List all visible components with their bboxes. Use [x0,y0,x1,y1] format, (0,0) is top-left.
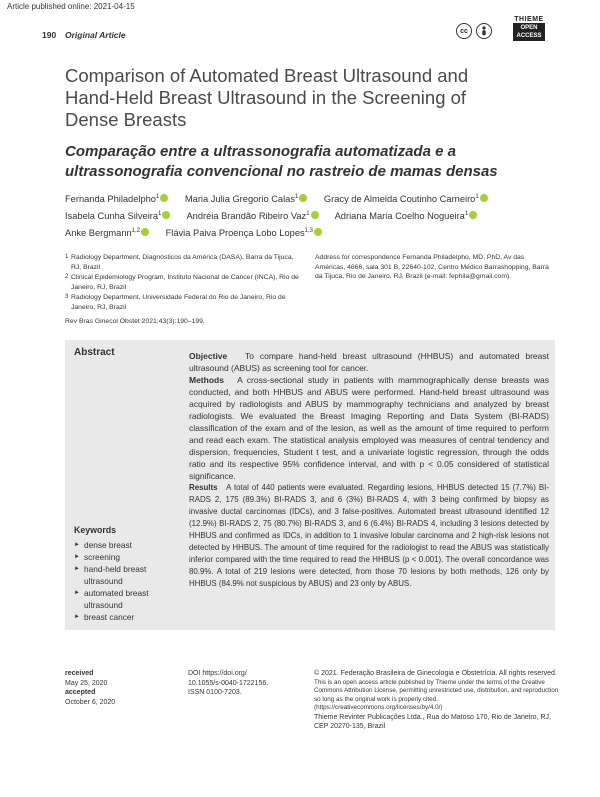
accepted-label: accepted [65,689,96,696]
correspondence-text: Fernanda Philadelpho, MD, PhD, Av das Américas, 4666, sala 301 B, 22640-102, Centro Médico Barrashopping, Barra da Tijuca, Rio de Janeiro, RJ, Brazil (e-mail: fephila@gmail.com). [315,254,549,280]
author: Flávia Paiva Proença Lobo Lopes$^{1,3}$ [166,228,322,238]
cc-icon: cc [456,23,472,39]
author: Gracy de Almeida Coutinho Carneiro$^1$ [324,194,488,204]
author: Adriana Maria Coelho Nogueira$^1$ [335,211,478,221]
copyright: © 2021. Federação Brasileira de Ginecologia e Obstetrícia. All rights reserved. [314,670,557,677]
keyword: ► dense breast [74,539,184,551]
orcid-icon[interactable] [141,228,149,236]
published-date: Article published online: 2021-04-15 [7,2,135,11]
author-row [65,207,545,224]
correspondence-label: Address for correspondence [315,254,401,261]
keyword: ► screening [74,551,184,563]
affiliation: $^2$ Clinical Epidemiology Program, Instituto Nacional de Cancer (INCA), Rio de Janeiro, RJ, Brazil [65,274,299,291]
license-block [314,669,559,732]
open-access-badge: OPEN ACCESS [513,23,545,41]
author: Andréia Brandão Ribeiro Vaz$^1$ [186,211,318,221]
citation: Rev Bras Ginecol Obstet 2021;43(3):190–199. [65,318,205,325]
doi-link[interactable]: https://doi.org/ [202,670,247,677]
article-type: Original Article [65,30,126,40]
keywords-heading: Keywords [74,525,117,535]
orcid-icon[interactable] [299,194,307,202]
abstract-methods: Methods A cross-sectional study in patients with mammographically dense breasts was conducted, and both HHBUS and ABUS were performed. Hand-held breast ultrasound was acquired by radiologists and ABUS by mammography technicians and analyzed by breast radiologists. We evaluated the Breast Imaging Reporting and Data System (BI-RADS) classification of the exam and of the lesion, as well as the amount of time required to perform and read each exam. The statistical analysis employed was measures of central tendency and dispersion, frequencies, Student t test, and a univariate logistic regression, through the odds ratio and its respective 95% confidence interval, and with p < 0.05 considered of statistical significance. [189,375,550,481]
article-subtitle: Comparação entre a ultrassonografia automatizada e a ultrassonografia convencional no rastreio de mamas densas [65,143,498,180]
article-title: Comparison of Automated Breast Ultrasound and Hand-Held Breast Ultrasound in the Screening of Dense Breasts [65,65,469,130]
issn: ISSN 0100-7203. [188,689,242,696]
doi-block [188,669,308,698]
license-text: This is an open access article published by Thieme under the terms of the Creative Commons Attribution License, permitting unrestricted use, distribution, and reproduction so long as the original work is properly cited. (https://creativecommons.org/licenses/by/4.0/) [314,678,559,711]
orcid-icon[interactable] [311,211,319,219]
doi-label: DOI [188,670,201,677]
abstract-results: Results A total of 440 patients were evaluated. Regarding lesions, HHBUS detected 15 (7.7%) BI-RADS 2, 175 (89.3%) BI-RADS 3, and 6 (3%) BI-RADS 4, with 3 being confirmed by biopsy as invasive ductal carcinomas (IDCs), and 3 false-positives. Automated breast ultrasound identified 12 (12.9%) BI-RADS 2, 75 (80.7%) BI-RADS 3, and 6 (6.4%) BI-RADS 4, including 3 lesions detected by HHBUS and confirmed as IDCs, in addition to 1 invasive lobular carcinoma and 2 high-risk lesions not detected by HHBUS. The amount of time required for the radiologist to read the ABUS was statistically inferior compared with the time required to read the HHBUS (p < 0.001). The overall concordance was 80.9%. A total of 219 lesions were detected, from those 70 lesions by both methods, 126 only by HHBUS (84.9% not suspicious by ABUS) and 23 only by ABUS. [189,483,549,588]
keywords-list [74,539,184,623]
received-date: May 25, 2020 [65,679,108,687]
abstract-heading: Abstract [74,347,115,358]
orcid-icon[interactable] [469,211,477,219]
dates [65,669,175,707]
doi-id[interactable]: 10.1055/s-0040-1722156. [188,679,269,687]
affiliation: $^1$ Radiology Department, Diagnósticos da América (DASA), Barra da Tijuca, RJ, Brazil [65,254,294,271]
author: Anke Bergmann$^{1,2}$ [65,228,149,238]
author-list [65,190,545,241]
author: Fernanda Philadelpho$^1$ [65,194,168,204]
page-number: 190 [42,30,57,40]
affiliations [65,253,305,313]
author: Isabela Cunha Silveira$^1$ [65,211,170,221]
publisher-address: Thieme Revinter Publicações Ltda., Rua do Matoso 170, Rio de Janeiro, RJ, CEP 20270-135, Brazil [314,713,551,730]
orcid-icon[interactable] [480,194,488,202]
accepted-date: October 6, 2020 [65,698,116,706]
keyword: ► automated breast ultrasound [74,587,184,611]
keyword: ► hand-held breast ultrasound [74,563,184,587]
orcid-icon[interactable] [160,194,168,202]
orcid-icon[interactable] [314,228,322,236]
abstract-objective: Objective To compare hand-held breast ultrasound (HHBUS) and automated breast ultrasound (ABUS) as screening tool for cancer. [189,351,549,373]
author: Maria Julia Gregorio Calas$^1$ [185,194,307,204]
author-row [65,224,545,241]
author-row [65,190,545,207]
correspondence [315,253,555,282]
publisher-name: THIEME [514,16,544,23]
received-label: received [65,670,94,677]
orcid-icon[interactable] [162,211,170,219]
thieme-logo[interactable] [513,16,545,41]
abstract-text [189,350,549,590]
by-icon [476,23,492,39]
affiliation: $^3$ Radiology Department, Universidade Federal do Rio de Janeiro, Rio de Janeiro, RJ, Brazil [65,294,286,311]
keyword: ► breast cancer [74,611,184,623]
